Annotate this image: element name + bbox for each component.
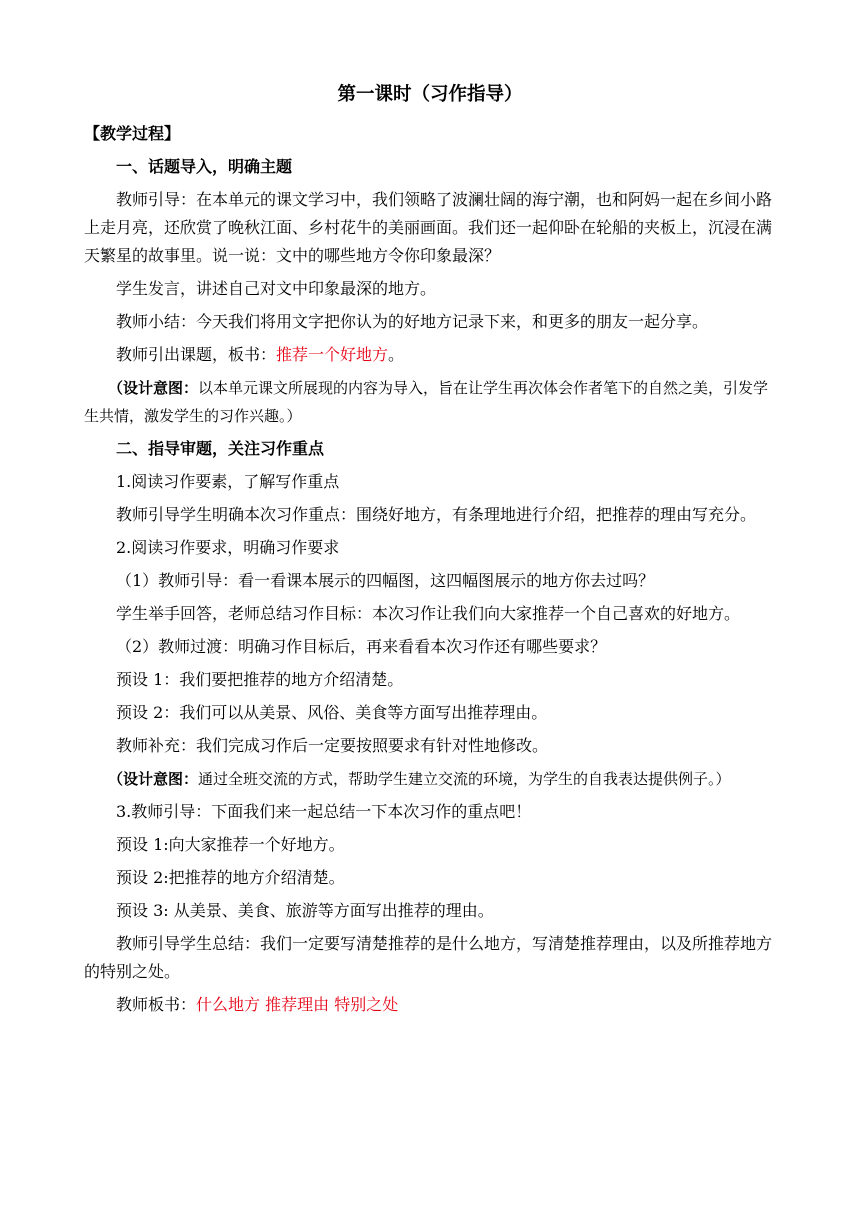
text: 教师引出课题，板书： xyxy=(116,345,277,364)
paragraph: 预设 2:把推荐的地方介绍清楚。 xyxy=(116,868,345,887)
paragraph: 预设 1：我们要把推荐的地方介绍清楚。 xyxy=(116,670,404,689)
paragraph: 教师引导：在本单元的课文学习中，我们领略了波澜壮阔的海宁潮，也和阿妈一起在乡间小路上走月亮，还欣赏了晚秋江面、乡村花牛的美丽画面。我们还一起仰卧在轮船的夹板上，沉浸在满天繁星的故事里。说一说：文中的哪些地方令你印象最深？ xyxy=(84,190,773,265)
paragraph: 教师引导学生总结：我们一定要写清楚推荐的是什么地方，写清楚推荐理由，以及所推荐地方的特别之处。 xyxy=(84,934,773,981)
design-intent-note xyxy=(84,765,778,798)
board-topic-red: 推荐一个好地方 xyxy=(276,345,389,364)
board-writing-red: 什么地方 推荐理由 特别之处 xyxy=(196,995,399,1014)
paragraph: 教师小结：今天我们将用文字把你认为的好地方记录下来，和更多的朋友一起分享。 xyxy=(116,312,709,331)
paragraph: 预设 2：我们可以从美景、风俗、美食等方面写出推荐理由。 xyxy=(116,703,548,722)
part2-heading: 二、指导审题，关注习作重点 xyxy=(116,439,325,458)
design-text: 以本单元课文所展现的内容为导入，旨在让学生再次体会作者笔下的自然之美，引发学生共情，激发学生的习作兴趣。） xyxy=(84,379,769,425)
paragraph: 学生举手回答，老师总结习作目标：本次习作让我们向大家推荐一个自己喜欢的好地方。 xyxy=(116,604,741,623)
design-label: （设计意图： xyxy=(108,770,199,788)
subheading: 3.教师引导：下面我们来一起总结一下本次习作的重点吧！ xyxy=(116,802,532,821)
part1-heading: 一、话题导入，明确主题 xyxy=(116,157,293,176)
document-body xyxy=(84,120,778,1024)
paragraph: 预设 3: 从美景、美食、旅游等方面写出推荐的理由。 xyxy=(116,901,494,920)
paragraph: 教师引导学生明确本次习作重点：围绕好地方，有条理地进行介绍，把推荐的理由写充分。 xyxy=(116,505,757,524)
design-intent-note xyxy=(84,374,778,435)
page-title: 第一课时（习作指导） xyxy=(337,84,523,105)
paragraph: （1）教师引导：看一看课本展示的四幅图，这四幅图展示的地方你去过吗？ xyxy=(116,571,655,590)
paragraph: 学生发言，讲述自己对文中印象最深的地方。 xyxy=(116,279,437,298)
design-text: 通过全班交流的方式，帮助学生建立交流的环境，为学生的自我表达提供例子。） xyxy=(198,770,731,788)
text: 。 xyxy=(388,345,405,364)
paragraph: 教师补充：我们完成习作后一定要按照要求有针对性地修改。 xyxy=(116,736,549,755)
paragraph-board xyxy=(84,991,778,1024)
design-label: （设计意图： xyxy=(108,379,199,397)
section-header: 【教学过程】 xyxy=(84,124,181,143)
paragraph: 预设 1:向大家推荐一个好地方。 xyxy=(116,835,345,854)
subheading: 2.阅读习作要求，明确习作要求 xyxy=(116,538,340,557)
paragraph: （2）教师过渡：明确习作目标后，再来看看本次习作还有哪些要求？ xyxy=(116,637,607,656)
subheading: 1.阅读习作要素，了解写作重点 xyxy=(116,472,340,491)
text: 教师板书： xyxy=(116,995,197,1014)
paragraph-topic xyxy=(84,341,778,374)
